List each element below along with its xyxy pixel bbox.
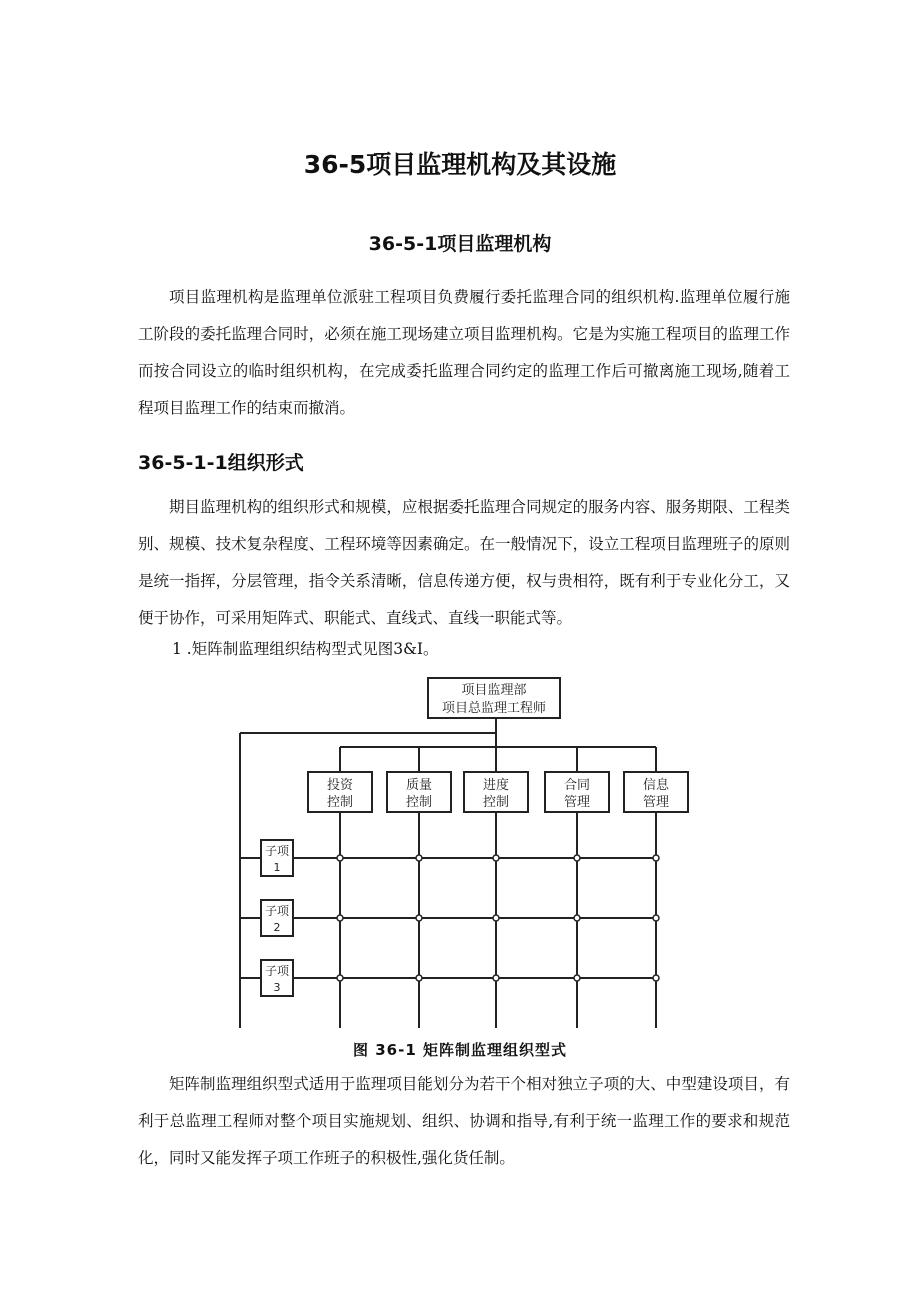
function-label-2a: 质量 xyxy=(405,778,433,793)
subitem-label-1b: 1 xyxy=(273,861,281,874)
top-box-line-2: 项目总监理工程师 xyxy=(441,701,547,716)
subitem-label-1a: 子项 xyxy=(264,844,290,858)
function-label-1a: 投资 xyxy=(326,778,354,793)
section-heading: 36-5-1项目监理机构 xyxy=(368,233,552,255)
figure-caption: 图 36-1 矩阵制监理组织型式 xyxy=(353,1041,567,1059)
top-box-line-1: 项目监理部 xyxy=(461,683,527,698)
paragraph-intro: 项目监理机构是监理单位派驻工程项目负费履行委托监理合同的组织机构.监理单位履行施工阶段的委托监理合同时，必须在施工现场建立项目监理机构。它是为实施工程项目的监理工作而按合同设立的临时组织机构，在完成委托监理合同约定的监理工作后可撤离施工现场,随着工程项目监理工作的结束而撤消。 xyxy=(138,288,790,417)
paragraph-matrix-description: 矩阵制监理组织型式适用于监理项目能划分为若干个相对独立子项的大、中型建设项目，有利于总监理工程师对整个项目实施规划、组织、协调和指导,有利于统一监理工作的要求和规范化，同时又能发挥子项工作班子的积极性,强化货任制。 xyxy=(138,1075,790,1167)
function-label-1b: 控制 xyxy=(326,795,354,810)
main-heading: 36-5项目监理机构及其设施 xyxy=(303,150,617,179)
function-label-3a: 进度 xyxy=(482,778,510,793)
matrix-org-diagram xyxy=(230,672,690,1038)
function-label-2b: 控制 xyxy=(405,795,433,810)
subitem-label-3a: 子项 xyxy=(264,964,290,978)
function-label-4a: 合同 xyxy=(563,778,591,793)
list-item-matrix: 1 .矩阵制监理组织结构型式见图3&I。 xyxy=(172,640,439,658)
paragraph-organization-form: 期目监理机构的组织形式和规模，应根据委托监理合同规定的服务内容、服务期限、工程类别、规模、技术复杂程度、工程环境等因素确定。在一般情况下，设立工程项目监理班子的原则是统一指挥，分层管理，指令关系清晰，信息传递方便，权与贵相符，既有利于专业化分工，又便于协作，可采用矩阵式、职能式、直线式、直线一职能式等。 xyxy=(138,498,790,627)
subitem-label-2b: 2 xyxy=(273,921,281,934)
function-label-4b: 管理 xyxy=(563,795,591,810)
subitem-label-3b: 3 xyxy=(273,981,281,994)
function-label-5a: 信息 xyxy=(642,778,670,793)
function-label-3b: 控制 xyxy=(482,795,510,810)
subitem-label-2a: 子项 xyxy=(264,904,290,918)
function-label-5b: 管理 xyxy=(642,795,670,810)
subsection-heading: 36-5-1-1组织形式 xyxy=(138,452,304,474)
